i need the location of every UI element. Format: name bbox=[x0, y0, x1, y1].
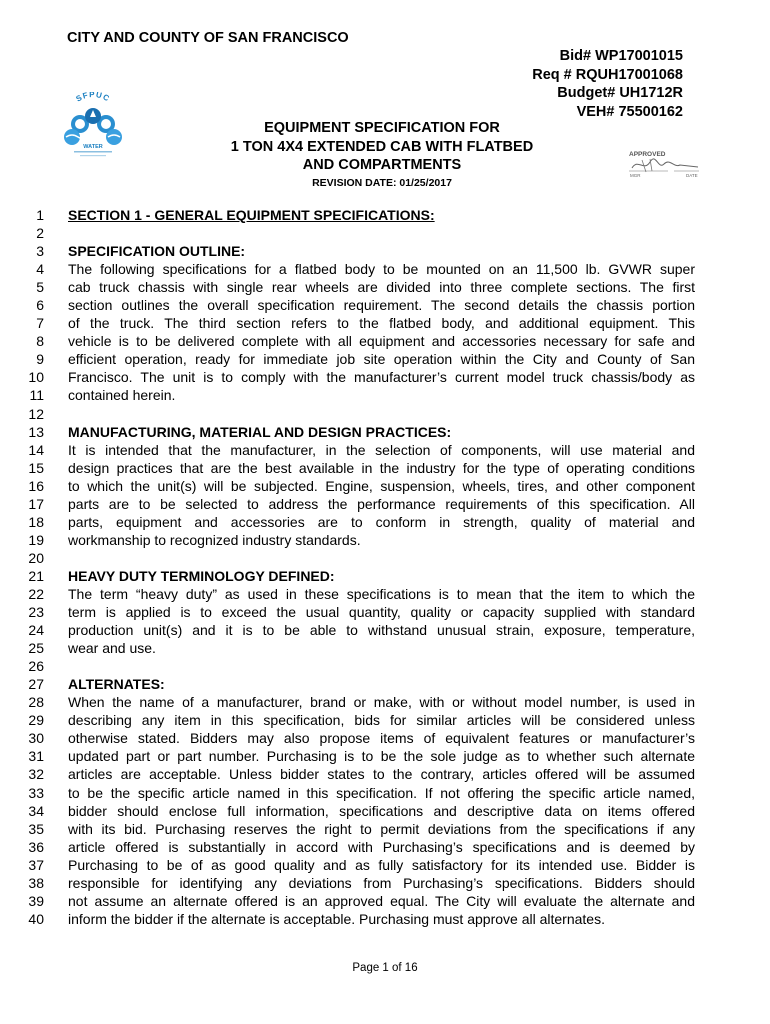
text-line bbox=[0, 603, 770, 621]
text-line bbox=[0, 368, 770, 386]
line-number: 18 bbox=[28, 513, 44, 530]
section-heading: SECTION 1 - GENERAL EQUIPMENT SPECIFICATIONS: bbox=[68, 207, 435, 223]
sfpuc-logo-icon bbox=[56, 92, 130, 162]
section-heading: HEAVY DUTY TERMINOLOGY DEFINED: bbox=[68, 567, 335, 584]
line-number: 1 bbox=[36, 207, 44, 223]
line-number: 27 bbox=[28, 676, 44, 693]
line-text: describing any item in this specification, bids for similar articles will be considered unless bbox=[68, 712, 695, 729]
revision-date: REVISION DATE: 01/25/2017 bbox=[312, 176, 452, 189]
text-line bbox=[0, 657, 770, 675]
text-line bbox=[0, 693, 770, 711]
line-number: 5 bbox=[36, 279, 44, 296]
line-text: production unit(s) and it is to be able to withstand unusual strain, exposure, temperature, bbox=[68, 622, 695, 639]
line-text: Francisco. The unit is to comply with the manufacturer’s current model truck chassis/body as bbox=[68, 369, 695, 386]
line-text: workmanship to recognized industry standards. bbox=[68, 531, 361, 548]
line-number: 33 bbox=[28, 784, 44, 801]
text-line bbox=[0, 675, 770, 693]
line-number: 23 bbox=[28, 604, 44, 621]
line-number: 10 bbox=[28, 369, 44, 386]
line-text: parts, equipment and accessories are to conform in strength, quality of material and bbox=[68, 513, 695, 530]
text-line bbox=[0, 802, 770, 820]
text-line bbox=[0, 784, 770, 802]
line-number: 6 bbox=[36, 297, 44, 314]
line-number: 32 bbox=[28, 766, 44, 783]
text-line bbox=[0, 405, 770, 423]
text-line bbox=[0, 441, 770, 459]
text-line bbox=[0, 260, 770, 278]
line-text: term is applied is to exceed the usual quantity, quality or capacity supplied with standard bbox=[68, 604, 695, 621]
line-number: 20 bbox=[28, 549, 44, 566]
line-number: 21 bbox=[28, 567, 44, 584]
line-text: It is intended that the manufacturer, in the selection of components, will use material and bbox=[68, 441, 695, 458]
line-number: 24 bbox=[28, 622, 44, 639]
logo-water-text: WATER bbox=[83, 144, 103, 150]
line-text: article offered is substantially in accord with Purchasing’s specifications and is deemed by bbox=[68, 838, 695, 855]
line-text: parts are to be selected to address the performance requirements of this specification. All bbox=[68, 495, 695, 512]
line-number: 4 bbox=[36, 261, 44, 278]
line-number: 3 bbox=[36, 243, 44, 260]
page-number: Page 1 of 16 bbox=[352, 962, 418, 974]
text-line bbox=[0, 585, 770, 603]
line-text: The term “heavy duty” as used in these specifications is to mean that the item to which the bbox=[68, 585, 695, 602]
line-text: responsible for identifying any deviations from Purchasing’s specifications. Bidders should bbox=[68, 874, 695, 891]
line-number: 36 bbox=[28, 838, 44, 855]
line-number: 9 bbox=[36, 351, 44, 368]
line-number: 11 bbox=[29, 387, 44, 404]
text-line bbox=[0, 729, 770, 747]
line-number: 7 bbox=[36, 315, 44, 332]
line-number: 37 bbox=[28, 856, 44, 873]
line-number: 40 bbox=[28, 910, 44, 927]
line-number: 35 bbox=[28, 820, 44, 837]
line-number: 19 bbox=[28, 531, 44, 548]
text-line bbox=[0, 513, 770, 531]
line-number: 8 bbox=[36, 333, 44, 350]
bid-number: Bid# WP17001015 bbox=[559, 48, 683, 64]
line-text: articles are acceptable. Unless bidder states to the contrary, articles offered will be assumed bbox=[68, 766, 695, 783]
vehicle-number: VEH# 75500162 bbox=[576, 103, 683, 120]
text-line bbox=[0, 296, 770, 314]
text-line bbox=[0, 910, 770, 928]
line-text: contained herein. bbox=[68, 387, 176, 404]
text-line bbox=[0, 386, 770, 404]
line-text: Purchasing to be of as good quality and as fully satisfactory for its intended use. Bidder is bbox=[68, 856, 695, 873]
line-text: vehicle is to be delivered complete with all equipment and accessories necessary for safe and bbox=[68, 333, 695, 350]
line-text: to be the specific article named in this specification. If not offering the specific article named, bbox=[68, 784, 695, 801]
approval-signature-icon bbox=[628, 148, 700, 180]
title-line-2: 1 TON 4X4 EXTENDED CAB WITH FLATBED bbox=[230, 138, 534, 155]
numbered-body bbox=[0, 206, 770, 928]
text-line bbox=[0, 314, 770, 332]
document-title bbox=[230, 119, 534, 191]
line-number: 14 bbox=[28, 441, 44, 458]
line-number: 17 bbox=[28, 495, 44, 512]
line-number: 31 bbox=[28, 748, 44, 765]
approved-label: APPROVED bbox=[629, 151, 666, 158]
text-line bbox=[0, 242, 770, 260]
text-line bbox=[0, 206, 770, 224]
text-line bbox=[0, 765, 770, 783]
text-line bbox=[0, 495, 770, 513]
line-text: section outlines the overall specification requirement. The second details the chassis portion bbox=[68, 297, 695, 314]
text-line bbox=[0, 621, 770, 639]
text-line bbox=[0, 567, 770, 585]
line-number: 13 bbox=[28, 423, 44, 440]
line-text: When the name of a manufacturer, brand or make, with or without model number, is used in bbox=[68, 694, 695, 711]
text-line bbox=[0, 224, 770, 242]
line-text: to which the unit(s) will be subjected. Engine, suspension, wheels, tires, and other component bbox=[68, 477, 695, 494]
line-number: 30 bbox=[28, 730, 44, 747]
line-text: updated part or part number. Purchasing is to be the sole judge as to whether such alternate bbox=[68, 748, 695, 765]
title-line-3: AND COMPARTMENTS bbox=[302, 157, 462, 173]
line-text: otherwise stated. Bidders may also propose items of equivalent features or manufacturer’s bbox=[68, 730, 695, 747]
text-line bbox=[0, 332, 770, 350]
line-number: 38 bbox=[28, 874, 44, 891]
line-text: of the truck. The third section refers to the flatbed body, and additional equipment. This bbox=[68, 315, 695, 332]
line-number: 16 bbox=[28, 477, 44, 494]
text-line bbox=[0, 874, 770, 892]
line-number: 12 bbox=[28, 405, 44, 422]
date-label: DATE bbox=[686, 173, 698, 178]
line-number: 29 bbox=[28, 712, 44, 729]
line-number: 25 bbox=[28, 640, 44, 657]
section-heading: MANUFACTURING, MATERIAL AND DESIGN PRACTICES: bbox=[68, 423, 452, 440]
line-text: design practices that are the best available in the industry for the type of operating conditions bbox=[68, 459, 695, 476]
text-line bbox=[0, 531, 770, 549]
text-line bbox=[0, 639, 770, 657]
budget-number: Budget# UH1712R bbox=[557, 85, 683, 101]
line-number: 34 bbox=[28, 802, 44, 819]
text-line bbox=[0, 747, 770, 765]
line-number: 28 bbox=[28, 694, 44, 711]
mgr-label: MGR bbox=[630, 173, 641, 178]
section-heading: ALTERNATES: bbox=[68, 676, 165, 693]
text-line bbox=[0, 856, 770, 874]
title-line-1: EQUIPMENT SPECIFICATION FOR bbox=[264, 120, 500, 136]
svg-text:SFPUC bbox=[74, 92, 111, 104]
text-line bbox=[0, 892, 770, 910]
line-text: wear and use. bbox=[68, 640, 156, 657]
logo-top-text: SFPUC bbox=[74, 92, 112, 104]
line-text: efficient operation, ready for immediate job site operation within the City and County of San bbox=[68, 351, 695, 368]
line-text: with its bid. Purchasing reserves the right to permit deviations from the specifications if any bbox=[68, 820, 695, 837]
text-line bbox=[0, 838, 770, 856]
line-number: 2 bbox=[36, 225, 44, 242]
text-line bbox=[0, 459, 770, 477]
text-line bbox=[0, 278, 770, 296]
text-line bbox=[0, 711, 770, 729]
text-line bbox=[0, 423, 770, 441]
req-number: Req # RQUH17001068 bbox=[532, 66, 683, 83]
line-number: 22 bbox=[28, 585, 44, 602]
reference-numbers bbox=[532, 47, 683, 121]
line-text: not assume an alternate offered is an approved equal. The City will evaluate the alternate and bbox=[68, 892, 695, 909]
line-number: 39 bbox=[28, 892, 44, 909]
section-heading: SPECIFICATION OUTLINE: bbox=[68, 243, 246, 260]
line-number: 26 bbox=[28, 658, 44, 675]
text-line bbox=[0, 350, 770, 368]
text-line bbox=[0, 549, 770, 567]
text-line bbox=[0, 820, 770, 838]
line-text: bidder should enclose full information, specifications and descriptive data on items offered bbox=[68, 802, 695, 819]
line-number: 15 bbox=[28, 459, 44, 476]
organization-name: CITY AND COUNTY OF SAN FRANCISCO bbox=[67, 30, 349, 46]
text-line bbox=[0, 477, 770, 495]
line-text: The following specifications for a flatbed body to be mounted on an 11,500 lb. GVWR super bbox=[68, 261, 695, 278]
line-text: cab truck chassis with single rear wheels are divided into three complete sections. The first bbox=[68, 279, 695, 296]
line-text: inform the bidder if the alternate is acceptable. Purchasing must approve all alternates. bbox=[68, 910, 605, 927]
